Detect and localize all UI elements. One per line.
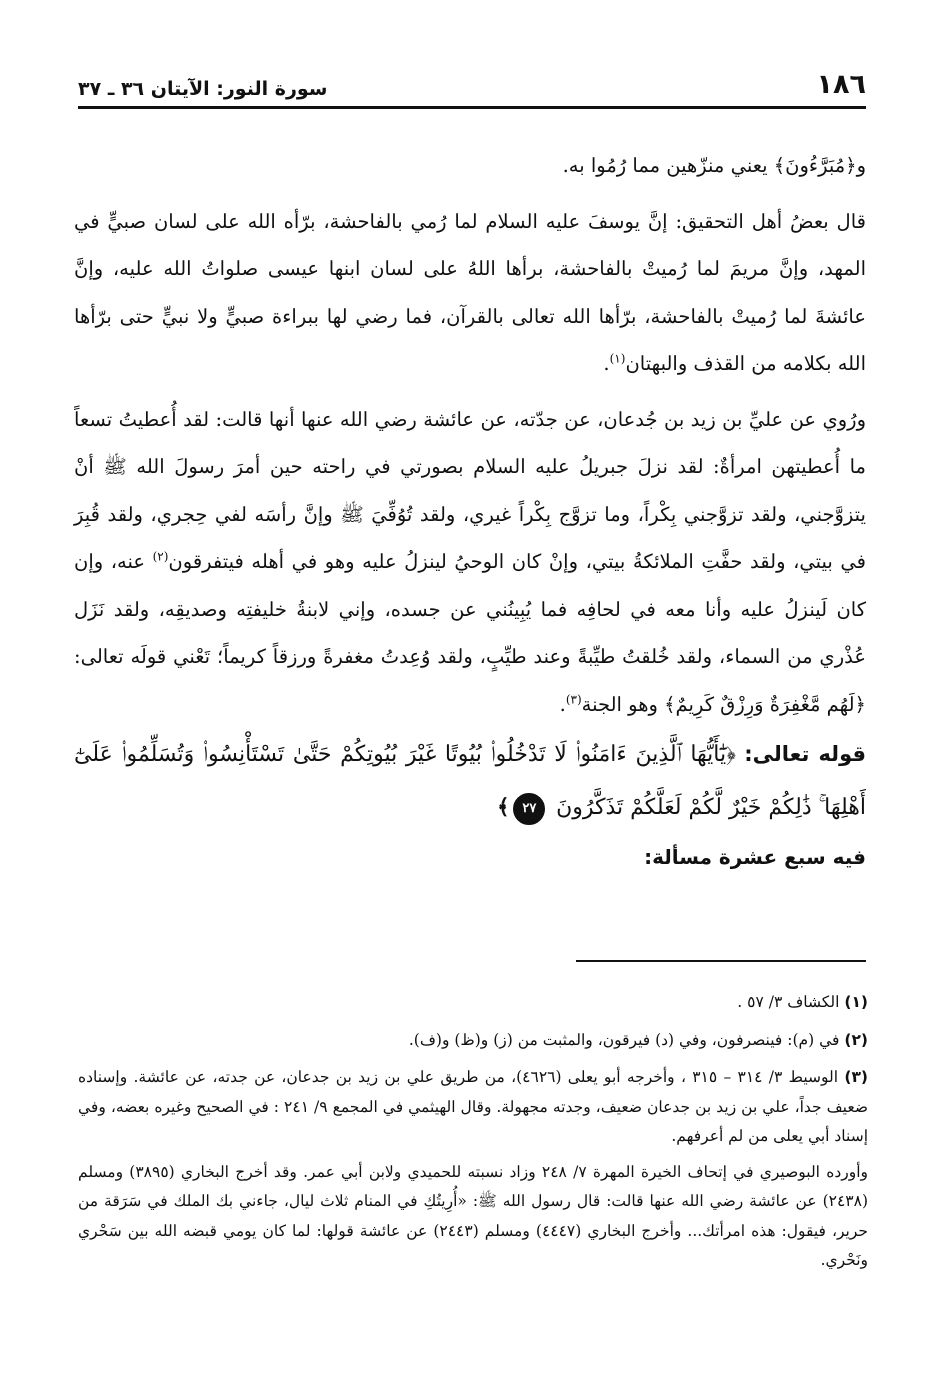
footnote-ref-2: (٢) — [152, 549, 169, 564]
footnote-1-text: الكشاف ٣/ ٥٧ . — [737, 993, 840, 1011]
footnote-3-text-a: الوسيط ٣/ ٣١٤ – ٣١٥ ، وأخرجه أبو يعلى (٤٦٢٦)، من طريق علي بن زيد بن جدعان، عن جدته، عن عائشة. وإسناده ضعيف جداً، علي بن زيد بن جدعان ضعيف، وجدته مجهولة. وقال الهيثمي في المجمع ٩/ ٢٤١ : في الصحيح وغيره بعضه، وفي إسناد أبي يعلى من لم أعرفهم. — [78, 1068, 868, 1145]
paragraph-1: و﴿مُبَرَّءُونَ﴾ يعني منزّهين مما رُمُوا به. — [562, 154, 866, 177]
main-text — [74, 142, 866, 882]
footnote-3-number: (٣) — [844, 1068, 868, 1086]
paragraph-3-text-a: ورُوي عن عليِّ بن زيد بن جُدعان، عن جدّته، عن عائشة رضي الله عنها أنها قالت: لقد أُعطيتُ تسعاً ما أُعطيتهن امرأةٌ: لقد نزلَ جبريلُ عليه السلام بصورتي في راحته حين أمرَ رسولَ الله ﷺ أنْ يتزوَّجني، ولقد تزوَّجني بِكْراً، وما تزوَّج بِكْراً غيري، ولقد تُوُفِّيَ ﷺ وإنَّ رأسَه لفي حِجري، ولقد قُبِرَ في بيتي، ولقد حفَّتِ الملائكةُ بيتي، وإنْ كان الوحيُ لينزلُ عليه وهو في أهله فيتفرقون — [74, 407, 866, 573]
footnote-2-number: (٢) — [844, 1030, 868, 1049]
footnote-1-number: (١) — [844, 993, 868, 1011]
page-number: ١٨٦ — [816, 69, 866, 100]
footnote-divider — [576, 960, 866, 962]
footnote-ref-3: (٣) — [565, 692, 582, 706]
paragraph-3 — [74, 396, 866, 729]
footnote-ref-1: (١) — [609, 351, 626, 366]
running-title: سورة النور: الآيتان ٣٦ ـ ٣٧ — [78, 78, 328, 100]
footnotes — [78, 988, 868, 1276]
paragraph-2-text: قال بعضُ أهل التحقيق: إنَّ يوسفَ عليه السلام لما رُمي بالفاحشة، برّأه الله على لسان صبيٍّ في المهد، وإنَّ مريمَ لما رُميتْ بالفاحشة، برأها اللهُ على لسان ابنها عيسى صلواتُ الله عليه، وإنَّ عائشةَ لما رُميتْ بالفاحشة، برّأها الله تعالى بالقرآن، فما رضي لها ببراءة صبيٍّ ولا نبيٍّ حتى برّأها الله بكلامه من القذف والبهتان — [74, 209, 866, 375]
paragraph-2-end: . — [603, 352, 610, 375]
verse-lead: قوله تعالى: — [744, 742, 866, 766]
footnote-2 — [78, 1026, 868, 1056]
verse-text: ﴿يَٰٓأَيُّهَا ٱلَّذِينَ ءَامَنُوا۟ لَا تَدْخُلُوا۟ بُيُوتًا غَيْرَ بُيُوتِكُمْ حَتَّىٰ تَسْتَأْنِسُوا۟ وَتُسَلِّمُوا۟ عَلَىٰٓ أَهْلِهَا ۚ ذَٰلِكُمْ خَيْرٌ لَّكُمْ لَعَلَّكُمْ تَذَكَّرُونَ — [74, 742, 866, 820]
footnote-3 — [78, 1063, 868, 1152]
paragraph-3-end: . — [559, 692, 566, 716]
quran-verse — [74, 728, 866, 834]
page-header — [78, 60, 866, 109]
verse-close-brace: ﴾ — [497, 795, 510, 819]
ayah-number-medallion: ٢٧ — [513, 793, 545, 825]
footnote-2-text: في (م): فينصرفون، وفي (د) فيرقون، والمثبت من (ز) و(ظ) و(ف). — [408, 1030, 840, 1049]
paragraph-2 — [74, 198, 866, 388]
issues-heading: فيه سبع عشرة مسألة: — [644, 845, 866, 869]
footnote-1 — [78, 988, 868, 1018]
paragraph-3-text-b: عنه، وإن كان لَينزلُ عليه وأنا معه في لحافِه فما يُبِينُني عن جسده، وإني لابنةُ خليفتِه وصديقِه، ولقد نَزَل عُذْري من السماء، ولقد خُلقتُ طيِّبةً وعند طيِّبٍ، ولقد وُعِدتُ مغفرةً ورزقاً كريماً؛ تَعْني قولَه تعالى: ﴿لَهُم مَّغْفِرَةٌ وَرِزْقٌ كَرِيمٌ﴾ وهو الجنة — [74, 550, 866, 716]
footnote-3-continued: وأورده البوصيري في إتحاف الخيرة المهرة ٧/ ٢٤٨ وزاد نسبته للحميدي ولابن أبي عمر. وقد أخرج البخاري (٣٨٩٥) ومسلم (٢٤٣٨) عن عائشة رضي الله عنها قالت: قال رسول الله ﷺ: «أُرِيتُكِ في المنام ثلاث ليال، جاءني بك الملك في سَرَقة من حرير، فيقول: هذه امرأتك... وأخرج البخاري (٤٤٤٧) ومسلم (٢٤٤٣) عن عائشة قولها: لما كان يومي قبضه الله بين سَحْري ونَحْري. — [78, 1162, 869, 1269]
